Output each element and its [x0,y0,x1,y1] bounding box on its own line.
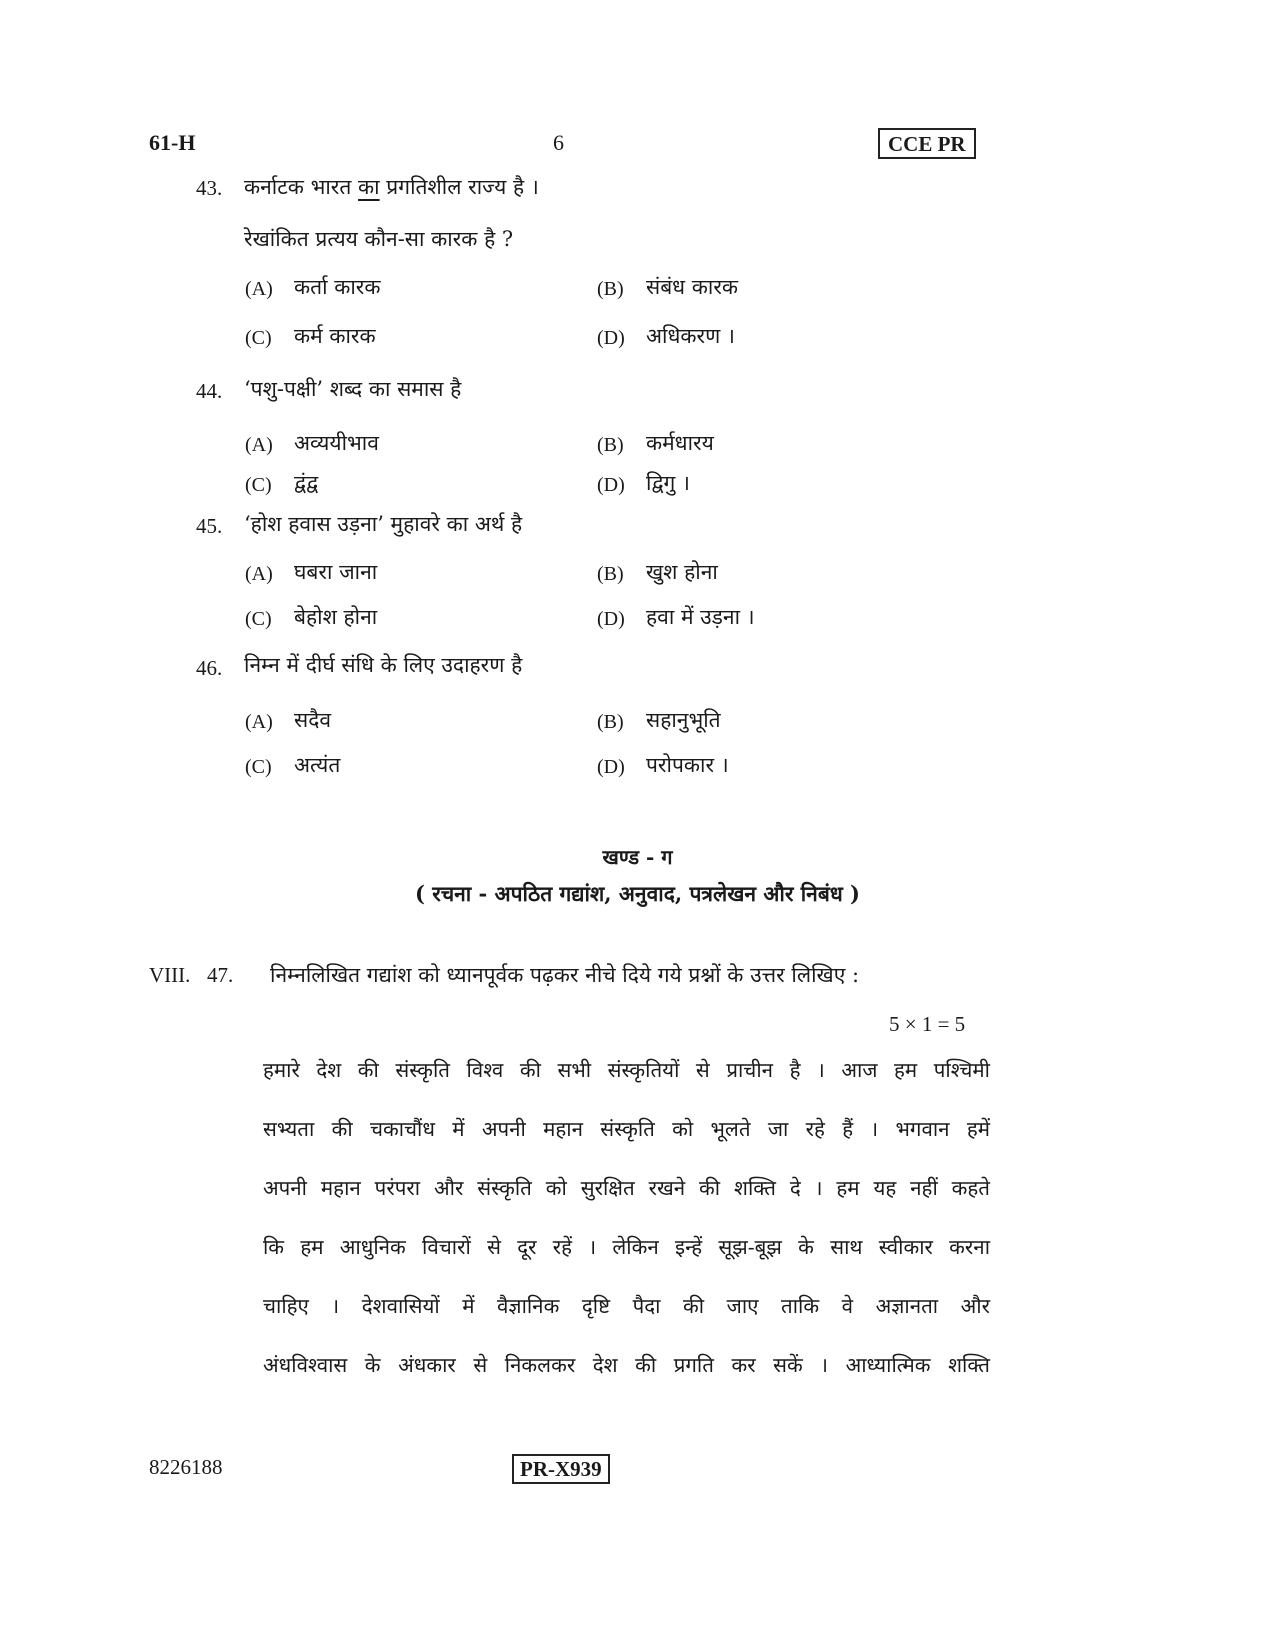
unseen-passage [263,1058,990,1412]
q46-option-d-text: परोपकार । [646,753,729,777]
passage-line: हमारे देश की संस्कृति विश्व की सभी संस्कृतियों से प्राचीन है । आज हम पश्चिमी [263,1058,990,1082]
section-subtitle: ( रचना - अपठित गद्यांश, अनुवाद, पत्रलेखन और निबंध ) [414,881,860,906]
question-43-text-after: प्रगतिशील राज्य है । [379,175,539,199]
question-number-45: 45. [196,514,223,538]
q43-option-b-label: (B) [597,278,624,300]
paper-code: 61-H [149,130,196,155]
q45-option-c-text: बेहोश होना [294,605,378,629]
question-43-text-before: कर्नाटक भारत [244,175,359,199]
series-box: CCE PR [878,128,976,159]
q43-option-a-text: कर्ता कारक [294,275,381,299]
q46-option-a-label: (A) [245,711,273,733]
q45-option-b-text: खुश होना [646,560,718,584]
q45-option-d-text: हवा में उड़ना । [646,605,755,629]
q43-option-a-label: (A) [245,278,273,300]
question-number-47: 47. [207,963,234,987]
q45-option-b-label: (B) [597,563,624,585]
page-number: 6 [553,130,564,155]
q44-option-d-text: द्विगु । [646,471,690,495]
passage-line: चाहिए । देशवासियों में वैज्ञानिक दृष्टि पैदा की जाए ताकि वे अज्ञानता और [263,1294,990,1318]
q46-option-a-text: सदैव [294,708,332,732]
q44-option-c-text: द्वंद्व [294,471,319,495]
q46-option-c-text: अत्यंत [294,753,341,777]
question-47-instruction: निम्नलिखित गद्यांश को ध्यानपूर्वक पढ़कर नीचे दिये गये प्रश्नों के उत्तर लिखिए : [270,963,860,987]
q45-option-a-text: घबरा जाना [294,560,378,584]
paper-id: 8226188 [149,1455,223,1479]
paper-box: PR-X939 [512,1454,610,1484]
q44-option-a-label: (A) [245,434,273,456]
q44-option-c-label: (C) [245,474,272,496]
section-title: खण्ड - ग [602,845,673,869]
q43-option-c-label: (C) [245,327,272,349]
q46-option-b-text: सहानुभूति [646,708,721,732]
passage-line: कि हम आधुनिक विचारों से दूर रहें । लेकिन इन्हें सूझ-बूझ के साथ स्वीकार करना [263,1235,990,1259]
question-44-text: ‘पशु-पक्षी’ शब्द का समास है [244,377,462,401]
passage-line: सभ्यता की चकाचौंध में अपनी महान संस्कृति को भूलते जा रहे हैं । भगवान हमें [263,1117,990,1141]
q45-option-c-label: (C) [245,608,272,630]
question-number-43: 43. [196,176,223,200]
question-number-44: 44. [196,379,223,403]
q44-option-b-text: कर्मधारय [646,431,714,455]
q43-option-c-text: कर्म कारक [294,324,376,348]
question-roman-numeral: VIII. [149,963,191,987]
passage-line: अंधविश्वास के अंधकार से निकलकर देश की प्रगति कर सकें । आध्यात्मिक शक्ति [263,1353,990,1377]
q44-option-d-label: (D) [597,474,625,496]
question-43-line1 [244,173,539,201]
q46-option-b-label: (B) [597,711,624,733]
q46-option-d-label: (D) [597,756,625,778]
question-46-text: निम्न में दीर्घ संधि के लिए उदाहरण है [244,653,523,677]
question-45-text: ‘होश हवास उड़ना’ मुहावरे का अर्थ है [244,512,523,536]
q44-option-a-text: अव्ययीभाव [294,431,379,455]
q43-option-d-label: (D) [597,327,625,349]
q45-option-a-label: (A) [245,563,273,585]
q44-option-b-label: (B) [597,434,624,456]
q45-option-d-label: (D) [597,608,625,630]
q43-option-d-text: अधिकरण । [646,324,735,348]
q43-option-b-text: संबंध कारक [646,275,739,299]
q46-option-c-label: (C) [245,756,272,778]
question-number-46: 46. [196,656,223,680]
question-43-underlined-word: का [358,175,380,199]
marks-allocation: 5 × 1 = 5 [889,1012,966,1036]
passage-line: अपनी महान परंपरा और संस्कृति को सुरक्षित रखने की शक्ति दे । हम यह नहीं कहते [263,1176,990,1200]
question-43-line2: रेखांकित प्रत्यय कौन-सा कारक है ? [244,227,514,251]
